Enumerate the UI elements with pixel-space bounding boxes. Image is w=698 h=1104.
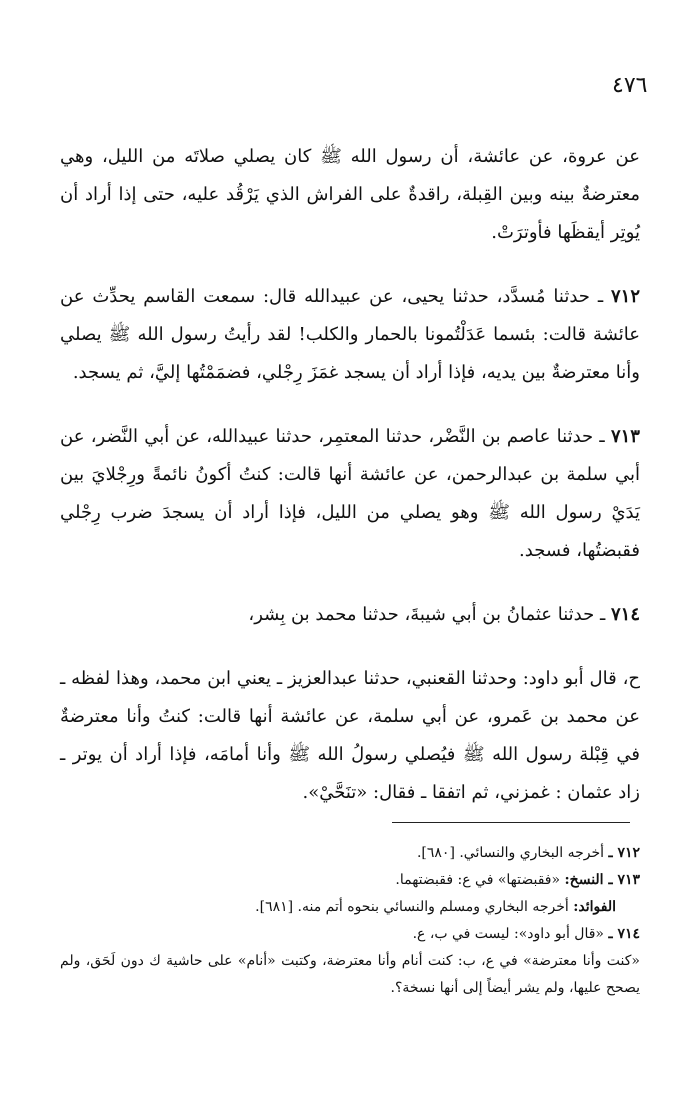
page-number: ٤٧٦ bbox=[612, 73, 648, 98]
footnote-label: الفوائد: bbox=[573, 899, 616, 915]
footnotes bbox=[60, 840, 640, 1002]
footnote-714-note bbox=[60, 948, 640, 1002]
footnote-text: «كنت وأنا معترضة» في ع، ب: كنت أنام وأنا معترضة، وكتبت «أنام» على حاشية ك دون لَحَق، ولم يصحح عليها، ولم يشر أيضاً إلى أنها نسخة؟. bbox=[60, 953, 640, 996]
paragraph-text: عن عروة، عن عائشة، أن رسول الله ﷺ كان يصلي صلاتَه من الليل، وهي معترضةٌ بينه وبين القِبلة، راقدةٌ على الفراش الذي يَرْقُد عليه، حتى إذا أراد أن يُوتِر أيقظَها فأوترَتْ. bbox=[60, 146, 640, 243]
footnote-714 bbox=[60, 921, 640, 948]
footnote-712 bbox=[60, 840, 640, 867]
main-text bbox=[60, 138, 640, 838]
hadith-text: ـ حدثنا عثمانُ بن أبي شيبةَ، حدثنا محمد بن بِشر، bbox=[248, 604, 606, 625]
footnote-713 bbox=[60, 867, 640, 894]
hadith-text: ـ حدثنا عاصم بن النَّضْر، حدثنا المعتمِر، حدثنا عبيدالله، عن أبي النَّضر، عن أبي سلمة بن عبدالرحمن، عن عائشة أنها قالت: كنتُ أكونُ نائمةً ورِجْلايَ بين يَدَيْ رسول الله ﷺ وهو يصلي من الليل، فإذا أراد أن يسجدَ ضرب رِجْلي فقبضتُها، فسجد. bbox=[60, 426, 640, 561]
footnote-label: ٧١٢ ـ bbox=[608, 845, 640, 861]
footnote-text: أخرجه البخاري ومسلم والنسائي بنحوه أتم منه. [٦٨١]. bbox=[255, 899, 569, 915]
hadith-712 bbox=[60, 278, 640, 392]
footnote-713-benefits bbox=[60, 894, 640, 921]
hadith-text: ـ حدثنا مُسدَّد، حدثنا يحيى، عن عبيدالله قال: سمعت القاسم يحدِّث عن عائشة قالت: بئسما عَدَلْتُمونا بالحمار والكلب! لقد رأيتُ رسول الله ﷺ يصلي وأنا معترضةٌ بين يديه، فإذا أراد أن يسجد غمَزَ رِجْلي، فضمَمْتُها إليَّ، ثم يسجد. bbox=[60, 286, 640, 383]
footnote-text: «فقبضتها» في ع: فقبضتهما. bbox=[395, 872, 561, 888]
paragraph-intro bbox=[60, 138, 640, 252]
footnote-text: «قال أبو داود»: ليست في ب، ع. bbox=[412, 926, 604, 942]
hadith-number: ٧١٤ bbox=[610, 604, 640, 625]
hadith-713 bbox=[60, 418, 640, 570]
footnote-text: أخرجه البخاري والنسائي. [٦٨٠]. bbox=[416, 845, 604, 861]
footnote-label: ٧١٤ ـ bbox=[608, 926, 640, 942]
hadith-number: ٧١٣ bbox=[610, 426, 640, 447]
hadith-714 bbox=[60, 596, 640, 634]
footnote-divider bbox=[392, 822, 630, 823]
hadith-number: ٧١٢ bbox=[610, 286, 640, 307]
hadith-714-ha bbox=[60, 660, 640, 812]
footnote-label: ٧١٣ ـ النسخ: bbox=[564, 872, 640, 888]
hadith-text: ح، قال أبو داود: وحدثنا القعنبي، حدثنا عبدالعزيز ـ يعني ابن محمد، وهذا لفظه ـ عن محمد بن عَمرو، عن أبي سلمة، عن عائشة أنها قالت: كنتُ وأنا معترضةٌ في قِبْلة رسول الله ﷺ فيُصلي رسولُ الله ﷺ وأنا أمامَه، فإذا أراد أن يوتر ـ زاد عثمان : غمزني، ثم اتفقا ـ فقال: «تنَحَّيْ». bbox=[60, 668, 640, 803]
